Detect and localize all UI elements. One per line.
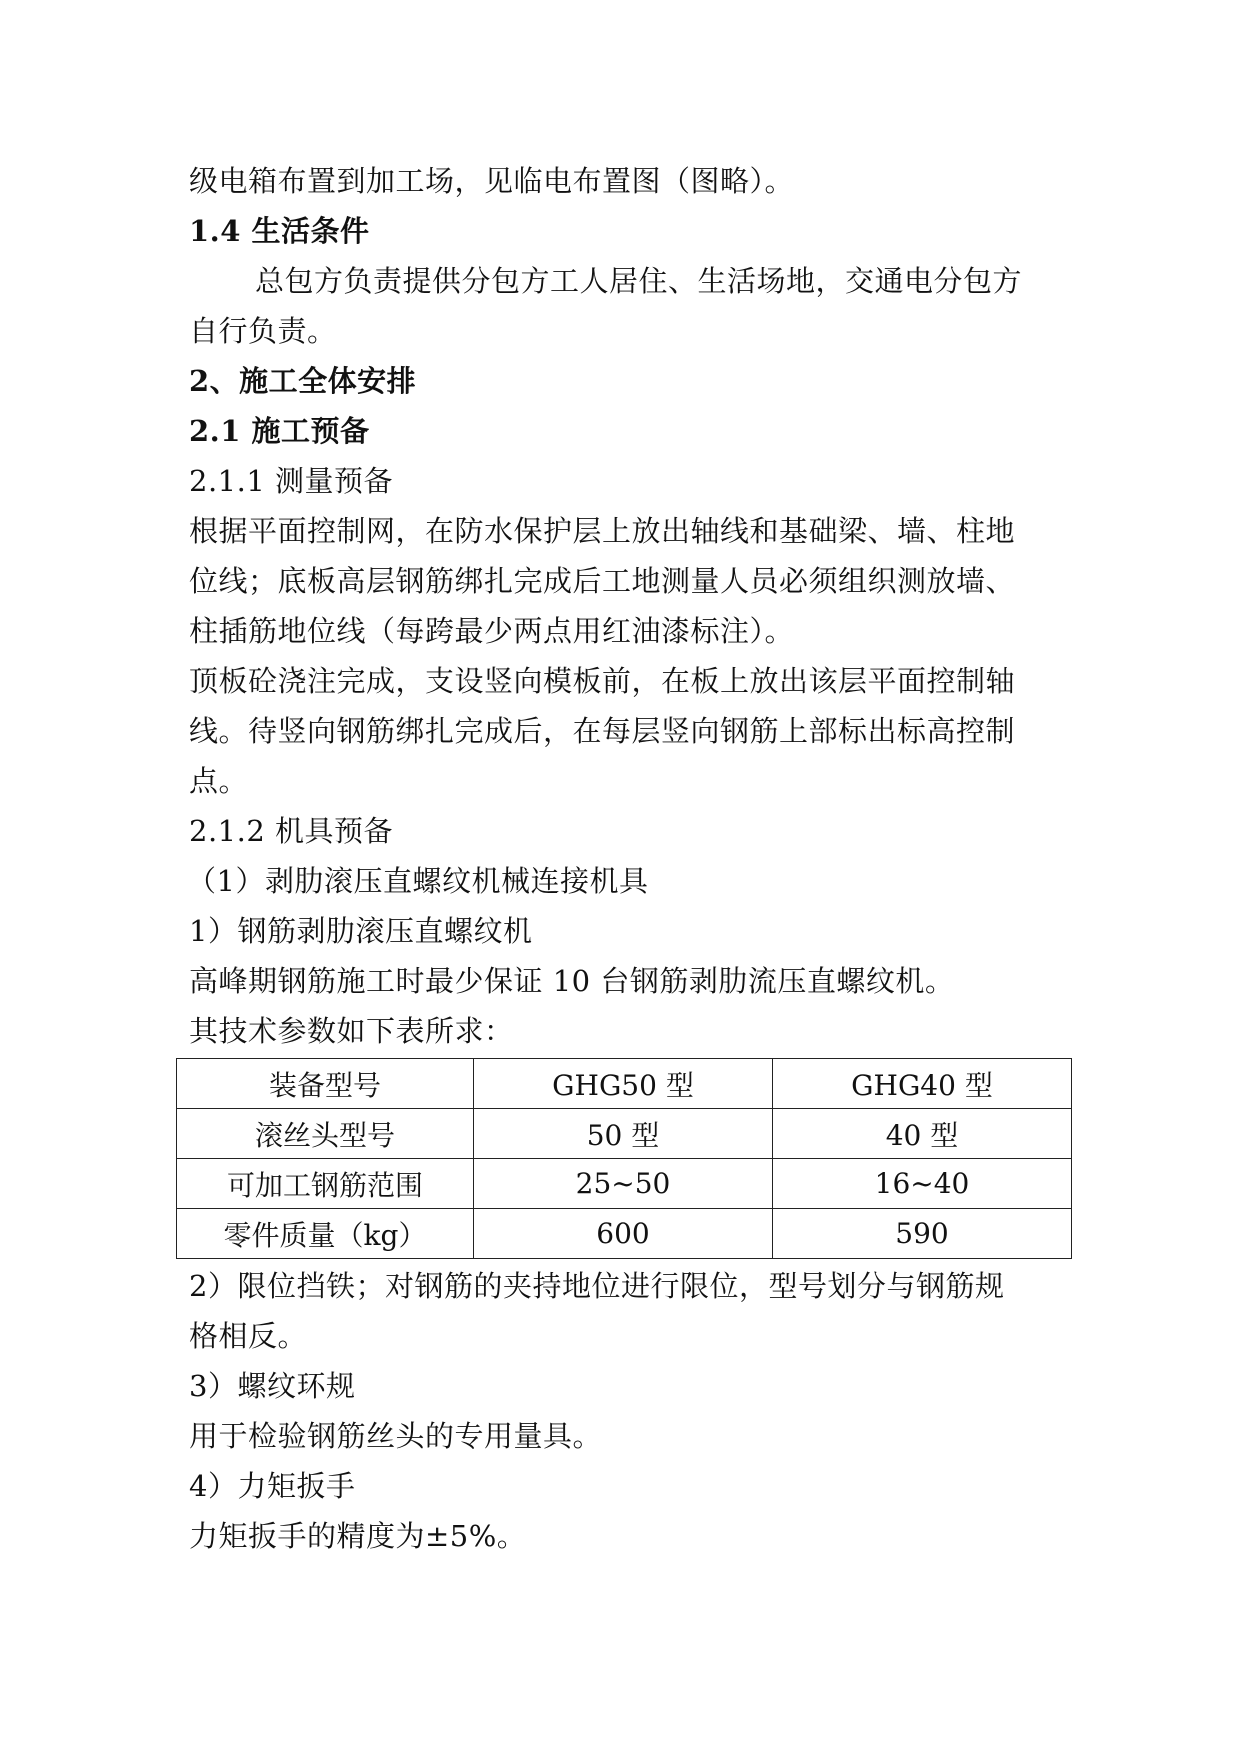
table-cell: 零件质量（kg） <box>177 1209 474 1259</box>
text-line: 柱插筋地位线（每跨最少两点用红油漆标注）。 <box>189 614 795 648</box>
text-line: 高峰期钢筋施工时最少保证 10 台钢筋剥肋流压直螺纹机。 <box>189 964 955 998</box>
text-line: 根据平面控制网，在防水保护层上放出轴线和基础梁、墙、柱地 <box>189 514 1016 548</box>
section-heading: 2、施工全体安排 <box>189 364 417 398</box>
text-line: 级电箱布置到加工场，见临电布置图（图略）。 <box>189 164 795 198</box>
paragraphs-top <box>189 156 1064 1056</box>
text-line: 力矩扳手的精度为±5%。 <box>189 1519 527 1553</box>
table-cell: GHG50 型 <box>474 1059 773 1109</box>
text-line: 总包方负责提供分包方工人居住、生活场地，交通电分包方 <box>255 264 1023 298</box>
text-line: 位线；底板高层钢筋绑扎完成后工地测量人员必须组织测放墙、 <box>189 564 1016 598</box>
table-cell: 25~50 <box>474 1159 773 1209</box>
list-item: 2）限位挡铁；对钢筋的夹持地位进行限位，型号划分与钢筋规 <box>189 1269 1005 1303</box>
subsection-heading: 2.1.2 机具预备 <box>189 814 394 848</box>
table-cell: 600 <box>474 1209 773 1259</box>
table-cell: 可加工钢筋范围 <box>177 1159 474 1209</box>
table-cell: 16~40 <box>773 1159 1072 1209</box>
spec-table <box>176 1058 1072 1259</box>
table-cell: GHG40 型 <box>773 1059 1072 1109</box>
text-line: 其技术参数如下表所求： <box>189 1014 514 1048</box>
text-line: 点。 <box>189 764 249 798</box>
section-heading: 1.4 生活条件 <box>189 214 370 248</box>
list-item: 3）螺纹环规 <box>189 1369 356 1403</box>
subsection-heading: 2.1.1 测量预备 <box>189 464 394 498</box>
list-heading: （1）剥肋滚压直螺纹机械连接机具 <box>187 864 649 898</box>
table-row <box>177 1059 1072 1109</box>
list-item: 4）力矩扳手 <box>189 1469 356 1503</box>
document-page <box>189 156 1064 1561</box>
table-cell: 滚丝头型号 <box>177 1109 474 1159</box>
list-item: 1）钢筋剥肋滚压直螺纹机 <box>189 914 533 948</box>
section-heading: 2.1 施工预备 <box>189 414 370 448</box>
text-line: 自行负责。 <box>189 314 337 348</box>
table-cell: 50 型 <box>474 1109 773 1159</box>
table-row <box>177 1209 1072 1259</box>
text-line: 用于检验钢筋丝头的专用量具。 <box>189 1419 603 1453</box>
table-row <box>177 1109 1072 1159</box>
table-cell: 590 <box>773 1209 1072 1259</box>
text-line: 顶板砼浇注完成，支设竖向模板前，在板上放出该层平面控制轴 <box>189 664 1016 698</box>
table-cell: 装备型号 <box>177 1059 474 1109</box>
paragraphs-bottom <box>189 1261 1064 1561</box>
table-cell: 40 型 <box>773 1109 1072 1159</box>
text-line: 线。待竖向钢筋绑扎完成后，在每层竖向钢筋上部标出标高控制 <box>189 714 1016 748</box>
table-row <box>177 1159 1072 1209</box>
text-line: 格相反。 <box>189 1319 308 1353</box>
